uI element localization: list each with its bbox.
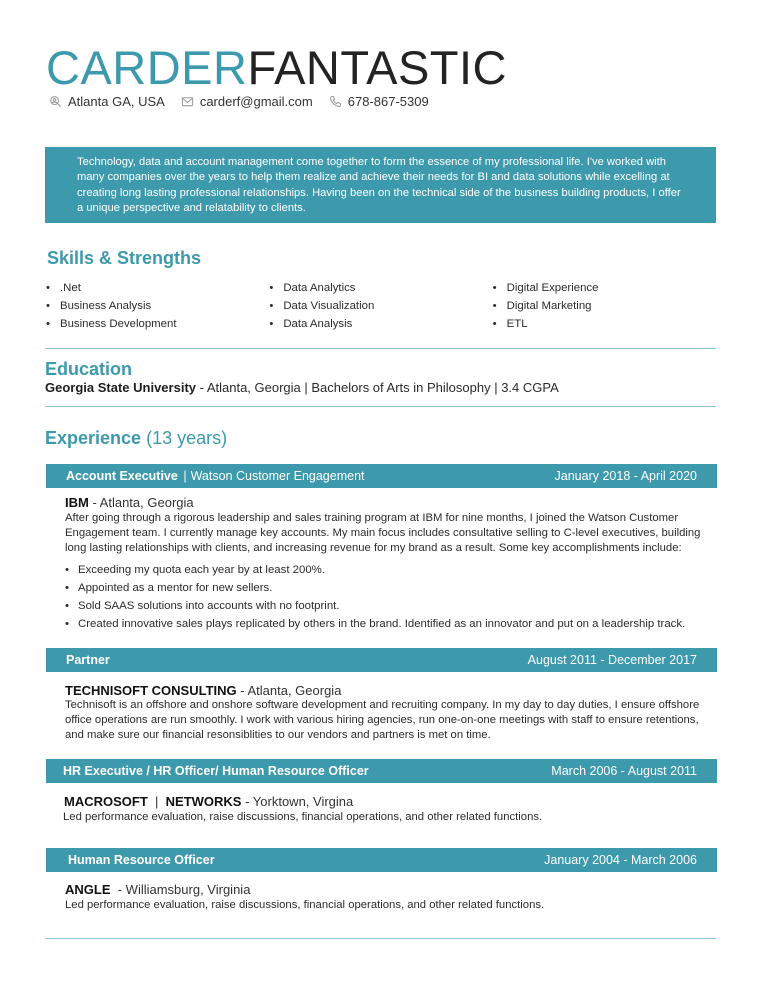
divider bbox=[45, 348, 716, 349]
company-location: - Atlanta, Georgia bbox=[236, 683, 342, 698]
skill-item: • Data Analytics bbox=[269, 279, 492, 297]
experience-years: (13 years) bbox=[146, 428, 228, 448]
accomplishment-item: • Created innovative sales plays replicated by others in the brand. Identified as an innovator and put on a leadership track. bbox=[65, 615, 685, 633]
job-title bbox=[68, 853, 215, 867]
accomplishment-item: • Sold SAAS solutions into accounts with no footprint. bbox=[65, 597, 685, 615]
job-company bbox=[65, 495, 194, 510]
skill-item: • Data Analysis bbox=[269, 315, 492, 333]
education-entry bbox=[45, 380, 559, 395]
skill-item: • ETL bbox=[493, 315, 716, 333]
company-name: MACROSOFT bbox=[64, 794, 148, 809]
email-icon bbox=[181, 95, 194, 108]
job-header bbox=[46, 464, 717, 488]
job-header bbox=[46, 648, 717, 672]
job-company bbox=[64, 794, 353, 809]
skill-item: • Business Analysis bbox=[46, 297, 269, 315]
job-role: Human Resource Officer bbox=[68, 853, 215, 867]
skill-item: • Digital Experience bbox=[493, 279, 716, 297]
accomplishment-item: • Appointed as a mentor for new sellers. bbox=[65, 579, 685, 597]
job-dates: January 2004 - March 2006 bbox=[544, 853, 697, 867]
job-title: Account Executive | Watson Customer Engagement bbox=[66, 469, 365, 483]
experience-title bbox=[45, 428, 227, 449]
location-text: Atlanta GA, USA bbox=[68, 94, 165, 109]
contact-email[interactable] bbox=[181, 94, 313, 109]
skills-list bbox=[46, 279, 716, 333]
job-company bbox=[65, 882, 250, 897]
divider bbox=[45, 938, 716, 939]
accomplishments-list bbox=[65, 561, 685, 633]
school-name: Georgia State University bbox=[45, 380, 196, 395]
contact-location bbox=[49, 94, 165, 109]
skill-item: • .Net bbox=[46, 279, 269, 297]
job-role: Account Executive bbox=[66, 469, 178, 483]
skill-item: • Business Development bbox=[46, 315, 269, 333]
company-location: - Yorktown, Virgina bbox=[241, 794, 354, 809]
skill-item: • Digital Marketing bbox=[493, 297, 716, 315]
phone-icon bbox=[329, 95, 342, 108]
job-description: After going through a rigorous leadership and sales training program at IBM for nine months, I joined the Watson Customer Engagement team. I currently manage key accounts. My main focus includes consultative selling to C-level executives, building long lasting relationships with clients, and increasing revenue for my brand as a result. Some key accomplishments include: bbox=[65, 512, 701, 554]
job-role: Partner bbox=[66, 653, 110, 667]
job-dates: August 2011 - December 2017 bbox=[527, 653, 697, 667]
email-text[interactable]: carderf@gmail.com bbox=[199, 94, 313, 109]
job-title bbox=[66, 653, 110, 667]
last-name: FANTASTIC bbox=[247, 41, 508, 94]
job-title bbox=[63, 764, 369, 778]
company-name: NETWORKS bbox=[165, 794, 242, 809]
skills-column-3 bbox=[493, 279, 716, 333]
education-title: Education bbox=[45, 359, 133, 379]
location-icon bbox=[49, 95, 62, 108]
company-name: ANGLE bbox=[65, 882, 111, 897]
candidate-name bbox=[46, 40, 507, 96]
job-description: Led performance evaluation, raise discussions, financial operations, and other related functions. bbox=[65, 899, 545, 911]
job-header bbox=[46, 759, 717, 783]
phone-text[interactable]: 678-867-5309 bbox=[347, 94, 429, 109]
company-separator: | bbox=[155, 794, 159, 809]
company-name: IBM bbox=[65, 495, 89, 510]
accomplishment-item: • Exceeding my quota each year by at least 200%. bbox=[65, 561, 685, 579]
company-location: - Williamsburg, Virginia bbox=[114, 882, 251, 897]
skills-column-2 bbox=[269, 279, 492, 333]
company-name: TECHNISOFT CONSULTING bbox=[65, 683, 237, 698]
contact-phone[interactable] bbox=[329, 94, 429, 109]
skills-title: Skills & Strengths bbox=[47, 248, 202, 268]
job-header bbox=[46, 848, 717, 872]
skills-column-1 bbox=[46, 279, 269, 333]
skill-item: • Data Visualization bbox=[269, 297, 492, 315]
company-location: - Atlanta, Georgia bbox=[88, 495, 194, 510]
summary-box: Technology, data and account management come together to form the essence of my professional life. I've worked with many companies over the years to help them realize and achieve their needs for BI and data solutions while excelling at creating long lasting professional relationships. Having been on the technical side of the business building products, I offer a unique perspective and relatability to clients. bbox=[45, 147, 716, 223]
job-role: HR Executive / HR Officer/ Human Resource Officer bbox=[63, 764, 369, 778]
experience-label: Experience bbox=[45, 428, 142, 448]
job-company bbox=[65, 683, 341, 698]
job-dates: January 2018 - April 2020 bbox=[554, 469, 697, 483]
contact-bar bbox=[49, 94, 445, 109]
job-description: Led performance evaluation, raise discussions, financial operations, and other related functions. bbox=[63, 811, 543, 823]
job-description: Technisoft is an offshore and onshore software development and recruiting company. In my day to day duties, I ensure offshore office operations are run smoothly. I work with various hiring agencies, run one-on-one meetings with staff to ensure retentions, and make sure our financial resonsiblities to our vendors and partners is met on time. bbox=[65, 699, 700, 741]
education-details: - Atlanta, Georgia | Bachelors of Arts in Philosophy | 3.4 CGPA bbox=[196, 380, 559, 395]
first-name: CARDER bbox=[46, 41, 248, 94]
job-dates: March 2006 - August 2011 bbox=[551, 764, 697, 778]
job-team: Watson Customer Engagement bbox=[190, 469, 365, 483]
divider bbox=[45, 406, 716, 407]
